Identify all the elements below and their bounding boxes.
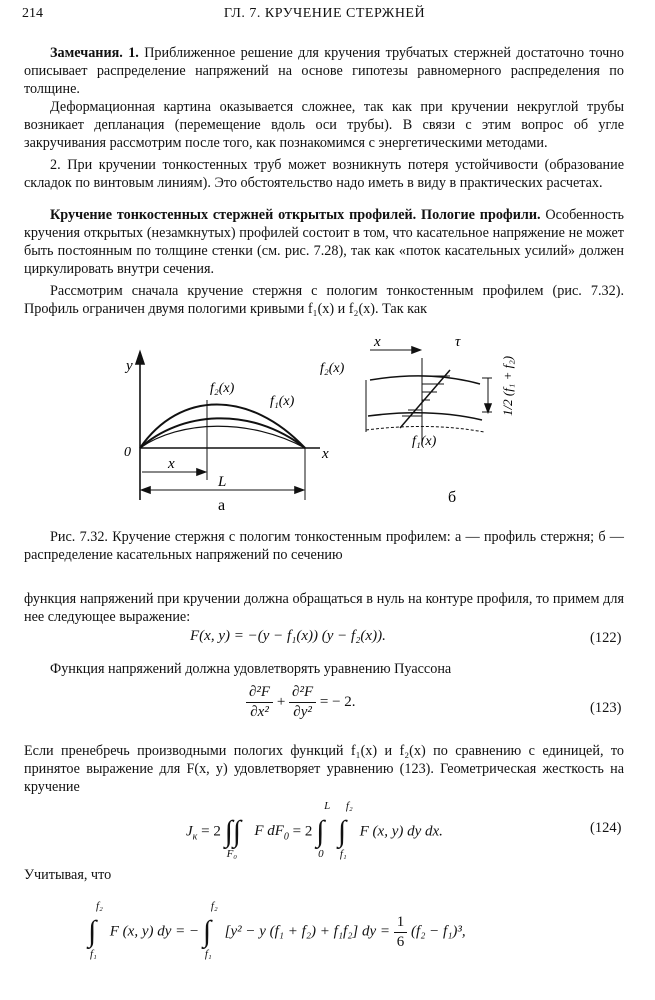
label-f2: f₂(x) — [210, 381, 235, 396]
integrand-region: F dF — [254, 823, 284, 840]
remark-lead: Замечания. 1. — [50, 45, 139, 61]
equation-125 — [88, 900, 466, 960]
page-number: 214 — [22, 6, 43, 21]
section-heading: Кручение тонкостенных стержней открытых профилей. Пологие профили. — [50, 207, 541, 223]
x-dim-arrow — [197, 469, 205, 475]
label-origin: 0 — [124, 445, 131, 460]
double-integral-region: ∫∫ F₀ — [224, 815, 242, 860]
integral-2-lower: f₁ — [204, 948, 212, 960]
equation-123 — [246, 684, 356, 721]
denominator-2: ∂y² — [293, 704, 312, 720]
inner-upper-limit: f₂ — [345, 800, 353, 812]
numerator-2: ∂²F — [289, 684, 316, 703]
figure-a — [136, 352, 320, 500]
outer-lower-limit: 0 — [318, 848, 324, 860]
region-label: F₀ — [226, 848, 238, 860]
label-length: L — [218, 474, 227, 490]
inner-integral: ∫ f₂ f₁ — [337, 800, 353, 860]
integral-2: ∫ f₂ f₁ — [202, 900, 218, 960]
outer-integral: ∫ L 0 — [316, 800, 331, 860]
label-f2-b: f₂(x) — [320, 361, 345, 376]
label-x-dim: x — [168, 456, 175, 472]
jk-symbol: J — [186, 823, 193, 840]
equation-125-rhs: (f₂ − f₁)³, — [411, 923, 466, 940]
equation-123-rhs: = − 2. — [319, 693, 356, 710]
label-half-sum: 1/2 (f₁ + f₂) — [500, 355, 515, 416]
remark-1 — [24, 44, 624, 98]
integral-1-lower: f₁ — [90, 948, 97, 960]
section-paragraph-2: Рассмотрим сначала кручение стержня с пологим тонкостенным профилем (рис. 7.32). Профиль ограничен двумя пологими кривыми f₁(x) и f₂(x). Так как — [24, 283, 624, 317]
section-text: Особенность кручения открытых (незамкнутых) профилей состоит в том, что касательное напряжение не может быть постоянным по толщине стенки (см. рис. 7.28), так как «поток касательных усилий» должен циркулировать внутри сечения. — [24, 207, 624, 277]
section-paragraph — [24, 206, 624, 278]
equation-125-bracket: [y² − y (f₁ + f₂) + f₁f₂] dy = — [224, 923, 391, 940]
running-title: ГЛ. 7. КРУЧЕНИЕ СТЕРЖНЕЙ — [223, 6, 426, 21]
numerator-1: ∂²F — [246, 684, 273, 703]
y-axis-arrow — [136, 352, 144, 364]
label-x-b: x — [374, 334, 381, 350]
equation-122: F(x, y) = −(y − f₁(x)) (y − f₂(x)). — [190, 628, 386, 644]
frac-denominator: 6 — [396, 933, 405, 950]
label-f1-b: f₁(x) — [412, 434, 437, 449]
outer-upper-limit: L — [324, 800, 331, 812]
eq-factor-1: = 2 — [201, 823, 221, 840]
integrand: F (x, y) dy dx. — [359, 823, 443, 840]
frac-d2f-dy2 — [289, 684, 316, 721]
equation-125-lhs: F (x, y) dy = − — [109, 923, 200, 940]
integral-1-upper: f₂ — [96, 900, 103, 912]
integral-2-upper: f₂ — [210, 900, 218, 912]
label-x-axis: x — [322, 446, 329, 462]
equation-124-number: (124) — [590, 820, 622, 836]
body-paragraph-3: Если пренебречь производными пологих функций f₁(x) и f₂(x) по сравнению с единицей, то принятое выражение для F(x, y) удовлетворяет уравнению (123). Геометрическая жесткость на кручение — [24, 743, 624, 795]
integrand-subscript: 0 — [283, 831, 289, 843]
label-f1: f₁(x) — [270, 394, 295, 409]
body-paragraph-4: Учитывая, что — [24, 867, 112, 883]
page-header — [22, 6, 627, 26]
body-paragraph-1: функция напряжений при кручении должна обращаться в нуль на контуре профиля, то примем для нее следующее выражение: — [24, 591, 624, 625]
sublabel-b: б — [448, 489, 457, 506]
plus-sign: + — [276, 693, 286, 710]
equation-124 — [186, 800, 443, 860]
wall-bottom-dashed — [366, 426, 484, 432]
sublabel-a: а — [218, 497, 226, 514]
curve-middle — [140, 426, 305, 448]
label-y-axis: y — [126, 358, 133, 374]
eq-factor-2: = 2 — [292, 823, 313, 840]
x-dim-b-arrow — [412, 347, 420, 353]
stress-distribution-line — [400, 370, 450, 428]
equation-122-number: (122) — [590, 630, 622, 646]
equation-123-number: (123) — [590, 700, 622, 716]
denominator-1: ∂x² — [250, 704, 269, 720]
half-sum-arrow — [485, 404, 491, 412]
remark-1-text: Приближенное решение для кручения трубчатых стержней достаточно точно описывает распределение напряжений на основе гипотезы равномерного распределения по толщине. — [24, 45, 624, 97]
figure-b — [366, 347, 492, 442]
length-dim-arrow-right — [295, 487, 303, 493]
remark-2: 2. При кручении тонкостенных труб может возникнуть потеря устойчивости (образование складок по винтовым линиям). Это обстоятельство надо иметь в виду в практических расчетах. — [24, 157, 624, 191]
body-paragraph-2: Функция напряжений должна удовлетворять уравнению Пуассона — [50, 661, 452, 677]
jk-subscript: к — [192, 831, 198, 843]
remark-1-continued: Деформационная картина оказывается сложнее, так как при кручении некруглой трубы возникает депланация (перемещение вдоль оси трубы). В связи с этим вопрос об угле закручивания рассмотрим после того, как познакомимся с энергетическими методами. — [24, 99, 624, 151]
frac-one-sixth — [394, 914, 408, 951]
label-tau: τ — [455, 334, 461, 350]
inner-lower-limit: f₁ — [339, 848, 347, 860]
wall-top-outer — [370, 376, 480, 384]
frac-d2f-dx2 — [246, 684, 273, 721]
frac-numerator: 1 — [394, 914, 408, 933]
figure-caption: Рис. 7.32. Кручение стержня с пологим тонкостенным профилем: а — профиль стержня; б — распределение касательных напряжений по сечению — [24, 529, 624, 563]
length-dim-arrow-left — [142, 487, 150, 493]
wall-bottom-outer — [368, 413, 482, 420]
figure-7-32 — [0, 334, 655, 520]
integral-1: ∫ f₂ f₁ — [88, 900, 103, 960]
